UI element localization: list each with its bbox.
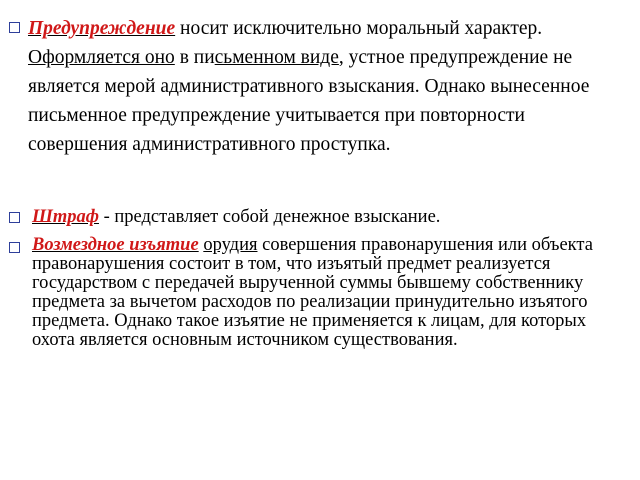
paragraph-fine xyxy=(32,206,632,228)
paragraph-warning xyxy=(28,14,628,159)
hollow-square-bullet-icon xyxy=(9,212,20,223)
bullet-item-confiscation xyxy=(9,236,632,350)
hollow-square-bullet-icon xyxy=(9,22,20,33)
text-segment: - представляет собой денежное взыскание. xyxy=(98,207,441,227)
bullet-item-warning xyxy=(9,14,632,159)
term-warning: Предупреждение xyxy=(28,18,176,39)
text-segment: , устное предупреждение не является мерой административного взыскания. Однако вынесенное письменное предупреждение учитывается при повторности совершения административного проступка. xyxy=(28,47,590,155)
hollow-square-bullet-icon xyxy=(9,242,20,253)
bullet-item-fine xyxy=(9,206,632,228)
text-segment: совершения правонарушения или объекта правонарушения состоит в том, что изъятый предмет реализуется государством с передачей вырученной суммы бывшему собственнику предмета за вычетом расходов по реализации принудительно изъятого предмета. Однако такое изъятие не применяется к лицам, для которых охота является основным источником существования. xyxy=(32,235,593,350)
text-segment: в пи xyxy=(174,47,215,68)
text-segment: носит исключительно моральный характер. xyxy=(175,18,543,39)
term-confiscation: Возмездное изъятие xyxy=(32,235,199,255)
underlined-text: орудия xyxy=(203,235,258,255)
paragraph-confiscation xyxy=(32,236,632,350)
underlined-text: Оформляется оно xyxy=(28,47,175,68)
underlined-text: сьменном виде xyxy=(214,47,339,68)
term-fine: Штраф xyxy=(32,207,99,227)
